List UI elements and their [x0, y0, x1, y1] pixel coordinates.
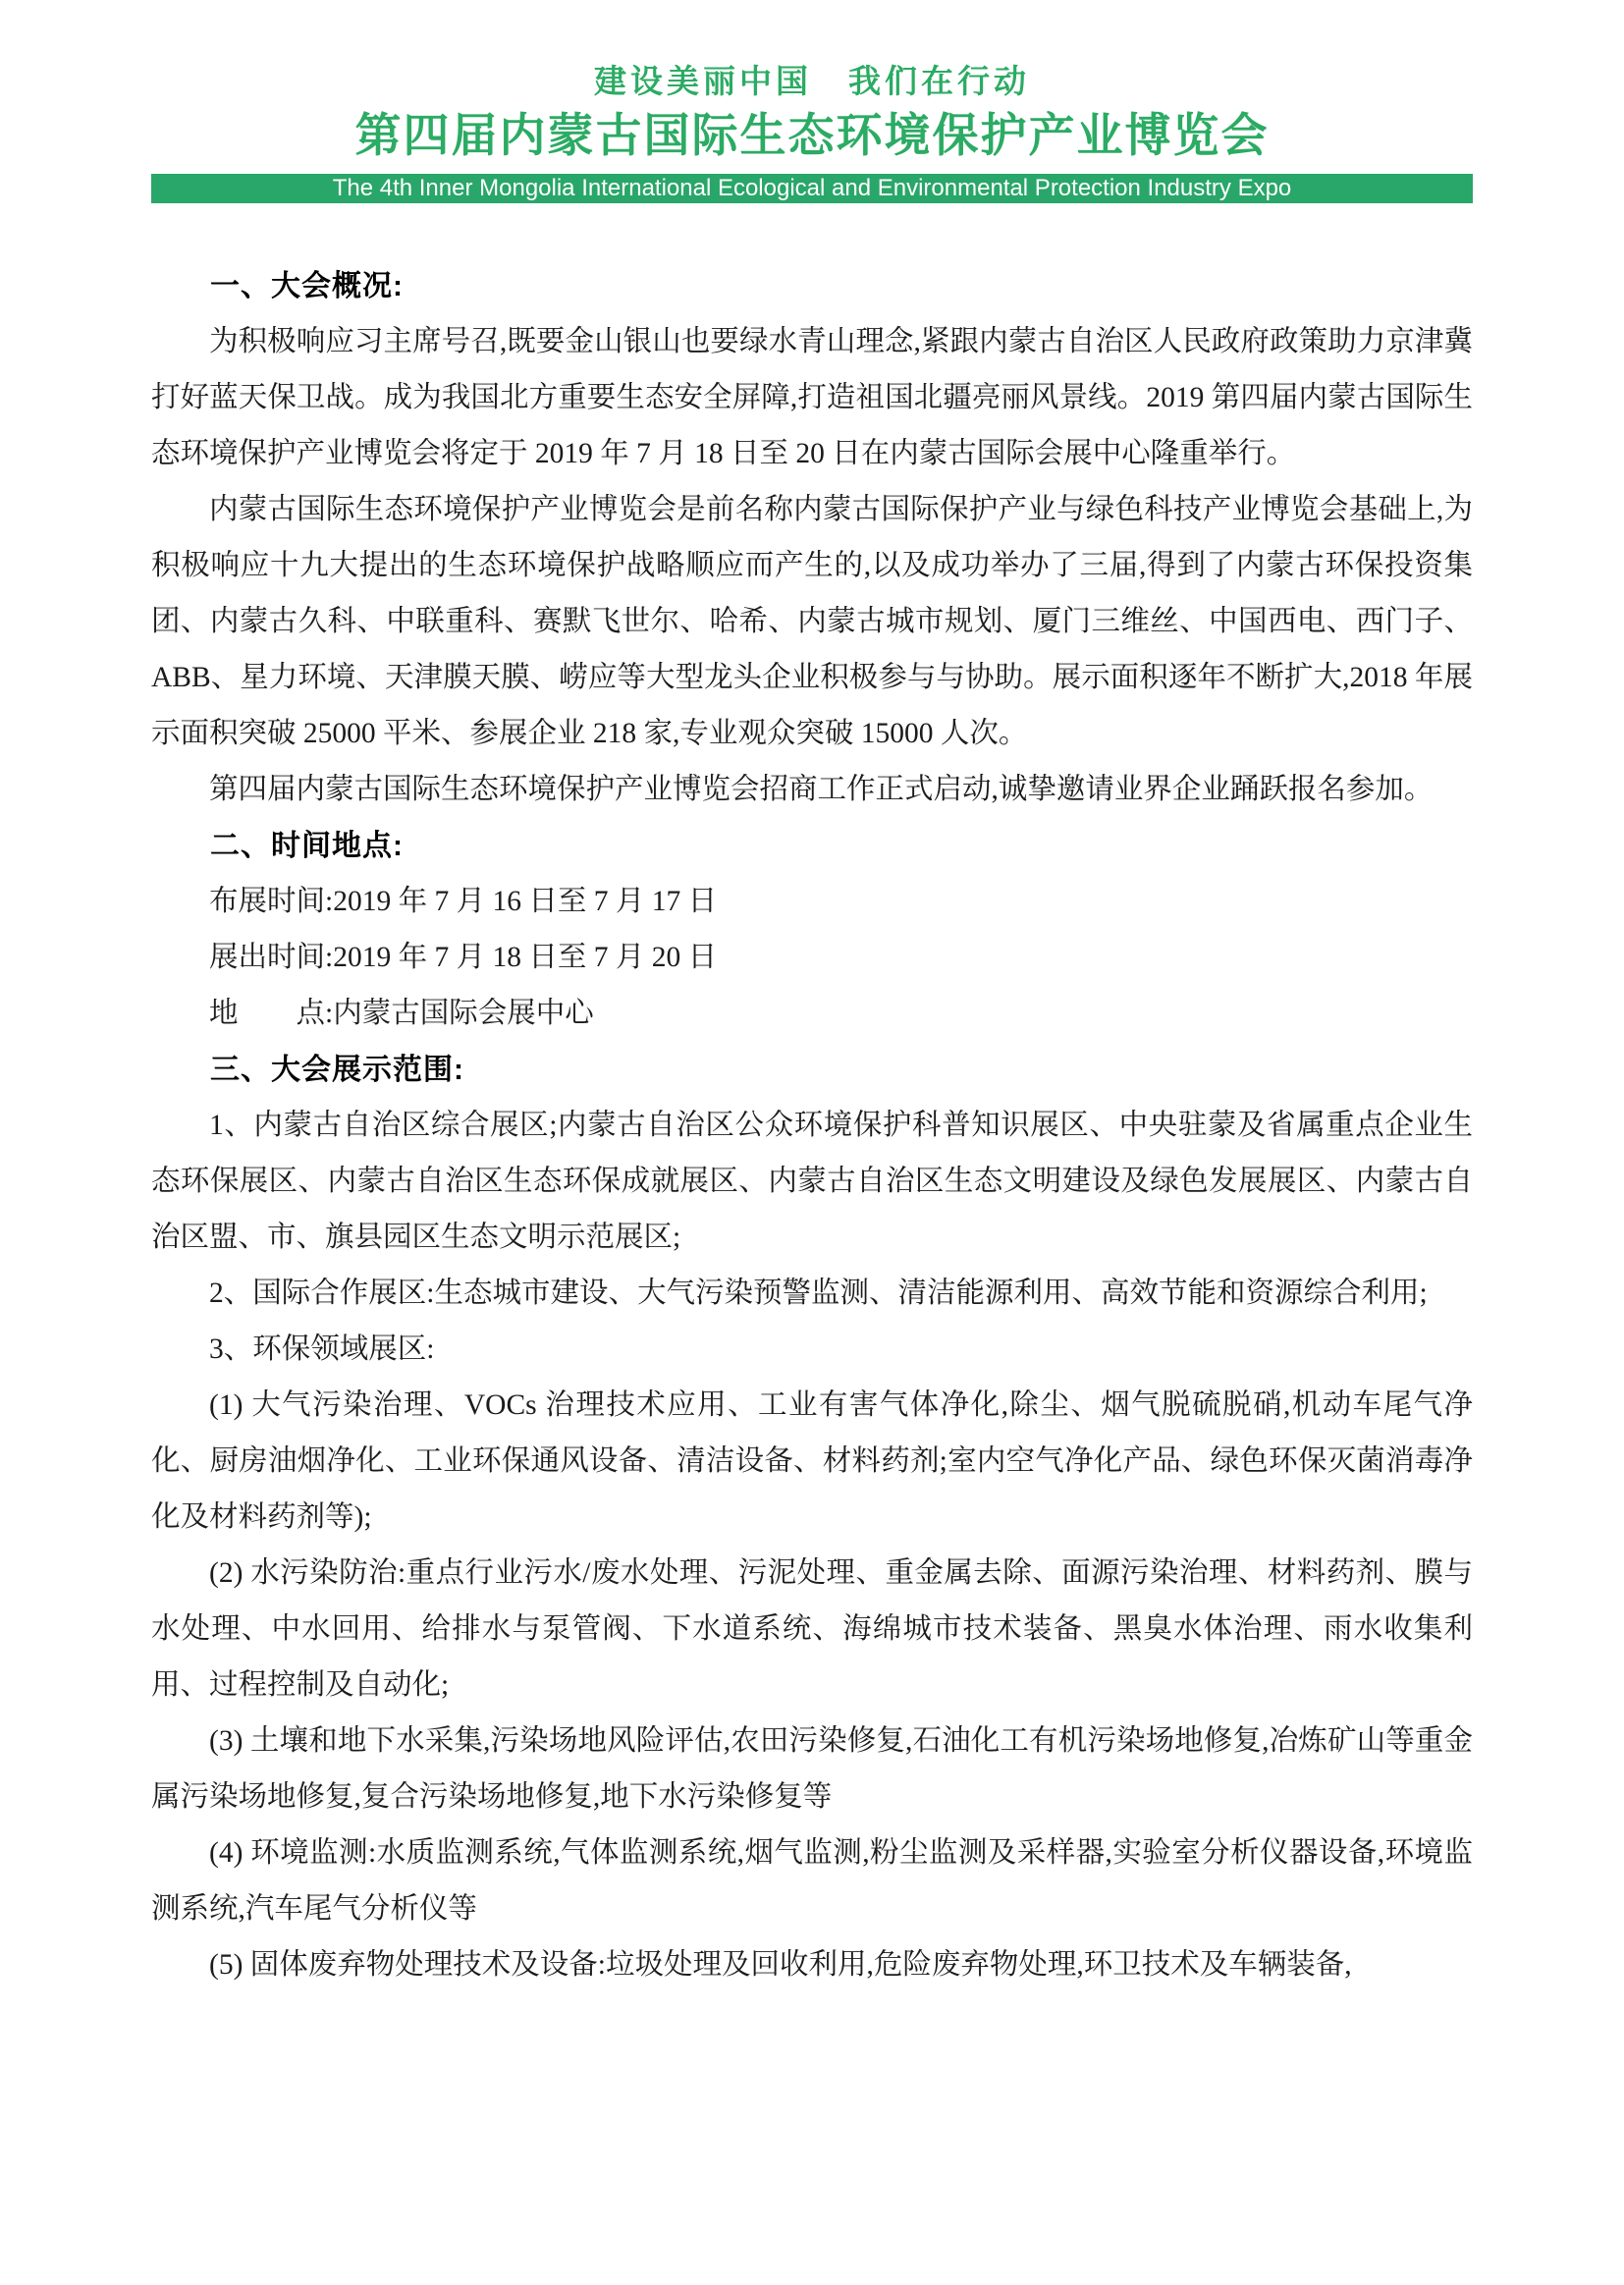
paragraph: 内蒙古国际生态环境保护产业博览会是前名称内蒙古国际保护产业与绿色科技产业博览会基础上,为积极响应十九大提出的生态环境保护战略顺应而产生的,以及成功举办了三届,得到了内蒙古环保投资集团、内蒙古久科、中联重科、赛默飞世尔、哈希、内蒙古城市规划、厦门三维丝、中国西电、西门子、ABB、星力环境、天津膜天膜、崂应等大型龙头企业积极参与与协助。展示面积逐年不断扩大,2018 年展示面积突破 25000 平米、参展企业 218 家,专业观众突破 15000 人次。: [151, 494, 1473, 749]
paragraph: 第四届内蒙古国际生态环境保护产业博览会招商工作正式启动,诚挚邀请业界企业踊跃报名参加。: [209, 774, 1434, 805]
document-body: [151, 258, 1473, 1993]
section1-heading: 一、大会概况:: [210, 270, 404, 302]
list-item: 1、内蒙古自治区综合展区;内蒙古自治区公众环境保护科普知识展区、中央驻蒙及省属重点企业生态环保展区、内蒙古自治区生态环保成就展区、内蒙古自治区生态文明建设及绿色发展展区、内蒙古自治区盟、市、旗县园区生态文明示范展区;: [151, 1110, 1473, 1253]
setup-time-line: 布展时间:2019 年 7 月 16 日至 7 月 17 日: [209, 886, 718, 917]
list-item: (5) 固体废弃物处理技术及设备:垃圾处理及回收利用,危险废弃物处理,环卫技术及车辆装备,: [209, 1949, 1352, 1981]
exhibit-time-line: 展出时间:2019 年 7 月 18 日至 7 月 20 日: [209, 942, 718, 973]
document-header: [0, 0, 1624, 203]
venue-line: 地 点:内蒙古国际会展中心: [209, 998, 594, 1029]
section3-heading: 三、大会展示范围:: [210, 1054, 464, 1086]
list-item: 3、环保领域展区:: [209, 1333, 435, 1365]
english-subtitle-bar: [151, 174, 1473, 203]
english-subtitle-text: The 4th Inner Mongolia International Ecological and Environmental Protection Industry Expo: [332, 175, 1292, 201]
header-slogan: 建设美丽中国 我们在行动: [594, 63, 1030, 99]
paragraph: 为积极响应习主席号召,既要金山银山也要绿水青山理念,紧跟内蒙古自治区人民政府政策助力京津冀打好蓝天保卫战。成为我国北方重要生态安全屏障,打造祖国北疆亮丽风景线。2019 第四届内蒙古国际生态环境保护产业博览会将定于 2019 年 7 月 18 日至 20 日在内蒙古国际会展中心隆重举行。: [151, 326, 1473, 469]
list-item: (2) 水污染防治:重点行业污水/废水处理、污泥处理、重金属去除、面源污染治理、材料药剂、膜与水处理、中水回用、给排水与泵管阀、下水道系统、海绵城市技术装备、黑臭水体治理、雨水收集利用、过程控制及自动化;: [151, 1557, 1473, 1701]
list-item: (4) 环境监测:水质监测系统,气体监测系统,烟气监测,粉尘监测及采样器,实验室分析仪器设备,环境监测系统,汽车尾气分析仪等: [151, 1837, 1473, 1925]
list-item: (1) 大气污染治理、VOCs 治理技术应用、工业有害气体净化,除尘、烟气脱硫脱硝,机动车尾气净化、厨房油烟净化、工业环保通风设备、清洁设备、材料药剂;室内空气净化产品、绿色环保灭菌消毒净化及材料药剂等);: [151, 1389, 1473, 1533]
section2-heading: 二、时间地点:: [210, 830, 404, 862]
list-item: (3) 土壤和地下水采集,污染场地风险评估,农田污染修复,石油化工有机污染场地修复,冶炼矿山等重金属污染场地修复,复合污染场地修复,地下水污染修复等: [151, 1725, 1473, 1813]
list-item: 2、国际合作展区:生态城市建设、大气污染预警监测、清洁能源利用、高效节能和资源综合利用;: [209, 1278, 1428, 1309]
page-title: 第四届内蒙古国际生态环境保护产业博览会: [354, 109, 1270, 161]
